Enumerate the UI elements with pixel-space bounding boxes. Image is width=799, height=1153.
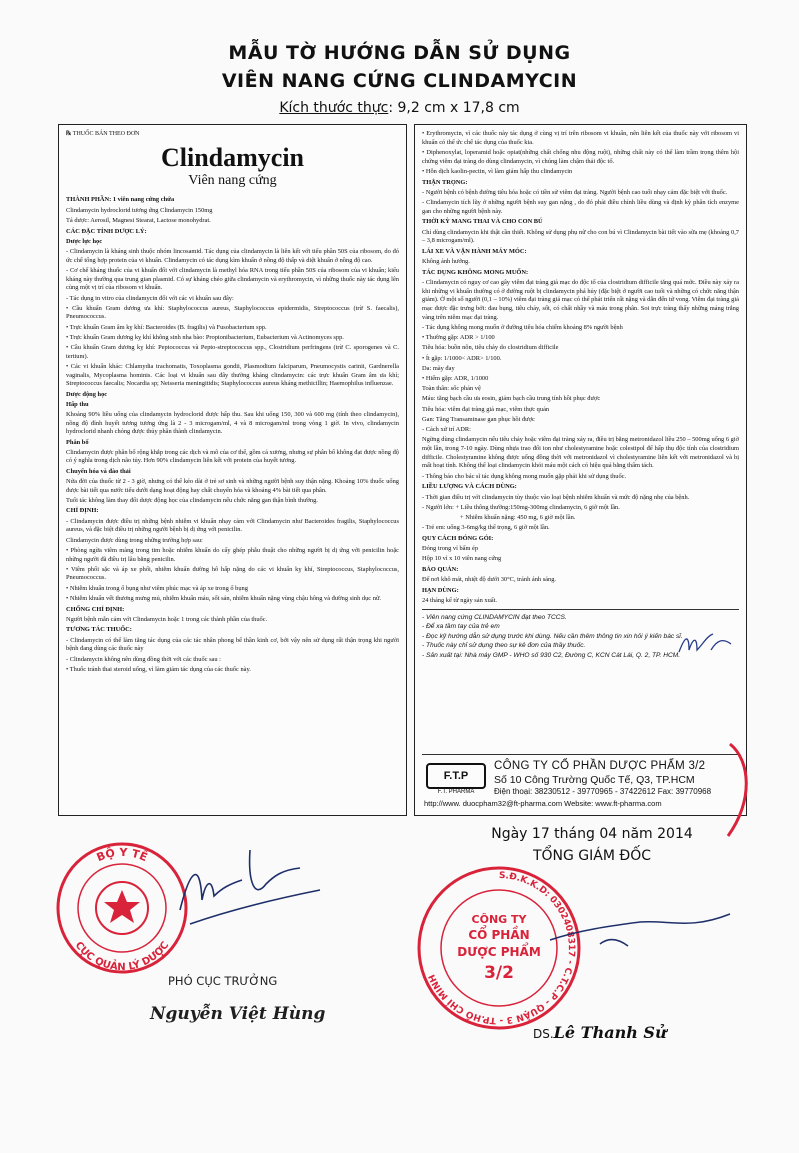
size-label: Kích thước thực <box>279 100 389 116</box>
paragraph: Gan: Tăng Transaminase gan phục hồi được <box>422 415 535 423</box>
paragraph: - Cơ chế kháng thuốc của vi khuẩn đối với clindamycin là methyl hóa RNA trong tiểu phần 50S của ribosom của vi khuẩn; kiểu kháng này thường qua trung gian plasmid. Có sự kháng chéo giữa clindamycin và erythromycin, vì những thuốc này tác dụng lên cùng một vị trí của ribosom vi khuẩn. <box>66 266 399 292</box>
paragraph: Chỉ dùng clindamycin khi thật cần thiết. Không sử dụng phụ nữ cho con bú vì Clindamycin bài tiết vào sữa mẹ (khoảng 0,7 – 3,8 microgam/ml). <box>422 228 739 245</box>
paragraph: Đóng trong vỉ bấm ép <box>422 545 479 553</box>
footnote: - Để xa tầm tay của trẻ em <box>422 623 500 631</box>
paragraph: - Thời gian điều trị với clindamycin tùy thuộc vào loại bệnh nhiễm khuẩn và mức độ nặng nhẹ của bệnh. <box>422 493 690 501</box>
paragraph: - Cách xử trí ADR: <box>422 426 471 434</box>
stamp2-line: DƯỢC PHẨM <box>457 945 541 959</box>
stamp1-bottom-text: CỤC QUẢN LÝ DƯỢC <box>72 939 172 974</box>
section-heading: HẠN DÙNG: <box>422 586 459 594</box>
paragraph: 24 tháng kể từ ngày sản xuất. <box>422 597 497 605</box>
section-heading: CÁC ĐẶC TÍNH DƯỢC LÝ: <box>66 227 147 235</box>
doc-size <box>0 100 799 116</box>
right-column <box>414 124 747 816</box>
paragraph: • Cầu khuẩn Gram dương kỵ khí: Peptococcus và Pepto-streptococcus spp., Clostridium perfringens (trừ C. sporogenes và C. tertium). <box>66 344 399 360</box>
paragraph: - Người bệnh có bệnh đường tiêu hóa hoặc có tiền sử viêm đại tràng. Người bệnh cao tuổi nhạy cảm đặc biệt với thuốc. <box>422 188 728 196</box>
drug-name: Clindamycin <box>160 143 305 173</box>
section-heading: LÁI XE VÀ VẬN HÀNH MÁY MÓC: <box>422 247 527 255</box>
paragraph: - Thông báo cho bác sĩ tác dụng không mong muốn gặp phải khi sử dụng thuốc. <box>422 472 627 480</box>
section-heading: THẬN TRỌNG: <box>422 178 468 186</box>
deputy-name: Nguyễn Việt Hùng <box>150 1004 326 1024</box>
section-heading: BẢO QUẢN: <box>422 565 459 573</box>
paragraph: • Các vi khuẩn khác: Chlamydia trachomatis, Toxoplasma gondii, Plasmodium falciparum, Pneumocystis carinii, Gardnerella vaginalis, Mycoplasma hominis. Các loại vi khuẩn sau đây thường kháng clindamycin: các trực khuẩn Gram âm ưa khí; Streptococcus faecalis; Nocardia sp; Neisseria meningitidis; Staphylococcus aureus kháng methicillin; Haemophilus influenzae. <box>66 362 399 388</box>
section-heading: QUY CÁCH ĐÓNG GÓI: <box>422 534 494 542</box>
size-value: : 9,2 cm x 17,8 cm <box>388 100 520 116</box>
paragraph: Hộp 10 vỉ x 10 viên nang cứng <box>422 555 502 563</box>
sign-date: Ngày 17 tháng 04 năm 2014 <box>491 826 693 842</box>
footnote: - Viên nang cứng CLINDAMYCIN đạt theo TCCS. <box>422 613 567 621</box>
company-block <box>422 754 739 809</box>
paragraph: - Clindamycin có nguy cơ cao gây viêm đại tràng giả mạc do độc tố của clostridium difficile tăng quá mức. Điều này xảy ra khi những vi khuẩn thường có ở đường ruột bị clindamycin phá hủy (đặc biệt ở người cao tuổi và những có chức năng thận giảm). Ở một số người (0,1 – 10%) viêm đại tràng giả mạc có thể phát triển rất nặng và dẫn đến tử vong. Viêm đại tràng giả mạc được đặc trưng bởi: đau bụng, tiêu chảy, sốt, có chất nhầy và máu trong phân. Soi trực tràng thấy những mảng trắng vàng trên niêm mạc đại tràng. <box>422 279 739 321</box>
drug-form: Viên nang cứng <box>188 173 277 189</box>
sub-heading: Hấp thu <box>66 400 89 408</box>
paragraph: • Nhiễm khuẩn vết thương mưng mủ, nhiễm khuẩn máu, sốt sản, nhiễm khuẩn nặng vùng chậu hông và đường sinh dục nữ. <box>66 594 382 602</box>
footnote: - Sản xuất tại: Nhà máy GMP - WHO số 930 C2, Đường C, KCN Cát Lái, Q. 2, TP. HCM. <box>422 651 681 659</box>
signature-mark <box>675 630 735 656</box>
stamp2-line: CỔ PHẦN <box>468 928 530 942</box>
company-name: CÔNG TY CỔ PHẦN DƯỢC PHẨM 3/2 <box>494 760 706 772</box>
paragraph: Tiêu hóa: viêm đại tràng giả mạc, viêm thực quản <box>422 405 550 413</box>
paragraph: Clindamycin được phân bố rộng khắp trong các dịch và mô của cơ thể, gồm cả xương, nhưng sự phân bố không đạt được nồng độ có ý nghĩa trong dịch não tủy. Hơn 90% clindamycin liên kết với protein của huyết tương. <box>66 448 399 465</box>
company-address: Số 10 Công Trường Quốc Tế, Q3, TP.HCM <box>494 774 695 786</box>
paragraph: Nửa đời của thuốc từ 2 - 3 giờ, nhưng có thể kéo dài ở trẻ sơ sinh và những người bệnh suy thận nặng. Khoảng 10% thuốc uống được bài tiết qua nước tiểu dưới dạng hoạt động hay chất chuyển hóa và khoảng 4% bài tiết qua phân. <box>66 477 399 494</box>
stamp2-ring-text: S.Đ.K.K.D: 0302408317 - C.T.C.P - QUẬN 3 - TP.HỒ CHÍ MINH <box>427 870 576 1026</box>
footnote: - Thuốc này chỉ sử dụng theo sự kê đơn của thầy thuốc. <box>422 642 586 650</box>
paragraph: - Tác dụng không mong muốn ở đường tiêu hóa chiếm khoảng 8% người bệnh <box>422 324 623 332</box>
paragraph: - Tác dụng in vitro của clindamycin đối với các vi khuẩn sau đây: <box>66 294 234 302</box>
paragraph: • Thường gặp: ADR > 1/100 <box>422 334 495 342</box>
paragraph: • Erythromycin, vì các thuốc này tác dụng ở cùng vị trí trên ribosom vi khuẩn, nên liên kết của thuốc này với ribosom vi khuẩn có thể ức chế tác dụng của thuốc kia. <box>422 130 739 146</box>
paragraph: Ngừng dùng clindamycin nếu tiêu chảy hoặc viêm đại tràng xảy ra, điều trị bằng metronidazol liều 250 – 500mg uống 6 giờ một lần, trong 7-10 ngày. Dùng nhựa trao đổi ion như cholestyramine hoặc colestipol để hấp thụ độc tính của clostridium difficile. Cholestyramine không được uống đồng thời với metronidazol vì cholestyramine liên kết với metronidazol và bị mất hoạt tính. Không thể loại clindamycin khỏi máu một cách có hiệu quả bằng thẩm tách. <box>422 436 739 470</box>
paragraph: Tuổi tác không làm thay đổi dược động học của clindamycin nếu chức năng gan thận bình thường. <box>66 496 318 504</box>
rx-label: ℞ THUỐC BÁN THEO ĐƠN <box>66 131 140 137</box>
paragraph: Không ảnh hưởng. <box>422 258 470 266</box>
director-name: DS.Lê Thanh Sử <box>533 1023 667 1042</box>
deputy-signature <box>150 840 330 940</box>
stamp2-line: CÔNG TY <box>471 913 527 926</box>
divider <box>422 609 739 610</box>
doc-subtitle: VIÊN NANG CỨNG CLINDAMYCIN <box>221 70 578 92</box>
paragraph: • Ít gặp: 1/1000< ADR> 1/100. <box>422 354 502 362</box>
doc-title: MẪU TỜ HƯỚNG DẪN SỬ DỤNG <box>228 42 571 64</box>
section-heading: THỜI KỲ MANG THAI VÀ CHO CON BÚ <box>422 218 543 226</box>
company-web: http://www. duocpham32@ft-pharma.com Website: www.ft-pharma.com <box>424 799 662 808</box>
section-heading: CHỐNG CHỈ ĐỊNH: <box>66 605 125 613</box>
red-arc <box>720 740 760 840</box>
paragraph: Tá dược: Aerosil, Magnesi Stearat, Lactose monohydrat. <box>66 216 211 224</box>
company-logo: F.T.P <box>426 763 486 789</box>
sub-heading: Dược lực học <box>66 237 103 245</box>
paragraph: - Trẻ em: uống 3-6mg/kg thể trọng, 6 giờ một lần. <box>422 524 550 532</box>
logo-caption: F.T. PHARMA <box>437 789 475 795</box>
paragraph: Tiêu hóa: buồn nôn, tiêu chảy do clostridium difficile <box>422 344 559 352</box>
paragraph: + Nhiễm khuẩn nặng: 450 mg, 6 giờ một lần. <box>460 513 576 521</box>
paragraph: • Cầu khuẩn Gram dương ưa khí: Staphylococcus aureus, Staphylococcus epidermidis, Streptococcus (trừ S. faecalis), Pneumococcus. <box>66 304 399 321</box>
paragraph: • Trực khuẩn Gram dương kỵ khí không sinh nha bào: Propionibacterium, Eubacterium và Actinomyces spp. <box>66 333 344 341</box>
paragraph: Clindamycin được dùng trong những trường hợp sau: <box>66 536 203 544</box>
paragraph: - Clindamycin được điều trị những bệnh nhiễm vi khuẩn nhạy cảm với Clindamycin như Bacteroides fragilis, Staphylococcus aureus, và đặc biệt điều trị những người bệnh bị dị ứng với penicilin. <box>66 517 399 534</box>
paragraph: - Người lớn: + Liều thông thường:150mg-300mg clindamycin, 6 giờ một lần. <box>422 503 620 511</box>
deputy-title: PHÓ CỤC TRƯỞNG <box>168 974 278 988</box>
sub-heading: Chuyển hóa và đào thải <box>66 467 131 475</box>
stamp1-top-text: BỘ Y TẾ <box>94 845 150 865</box>
svg-text:CỤC QUẢN LÝ DƯỢC <box>73 940 172 973</box>
director-signature <box>540 900 740 960</box>
company-phone: Điện thoại: 38230512 - 39770965 - 37422612 Fax: 39770968 <box>494 787 712 796</box>
paragraph: Toàn thân: sốc phản vệ <box>422 385 481 393</box>
paragraph: • Phòng ngừa viêm màng trong tim hoặc nhiễm khuẩn do cấy ghép phẫu thuật cho những người bị dị ứng với penicilin hoặc những người đã điều trị lâu bằng penicilin. <box>66 546 399 563</box>
left-column <box>58 124 407 816</box>
paragraph: Để nơi khô mát, nhiệt độ dưới 30°C, tránh ánh sáng. <box>422 576 557 584</box>
paragraph: - Clindamycin không nên dùng đồng thời với các thuốc sau : <box>66 655 221 663</box>
sub-heading: Dược động học <box>66 390 108 398</box>
paragraph: • Trực khuẩn Gram âm kỵ khí: Bacteroides (B. fragilis) và Fusobacterium spp. <box>66 323 267 331</box>
director-title: TỔNG GIÁM ĐỐC <box>532 848 652 864</box>
paragraph: Clindamycin hydroclorid tương ứng Clindamycin 150mg <box>66 206 213 214</box>
section-heading: TÁC DỤNG KHÔNG MONG MUỐN: <box>422 268 529 276</box>
paragraph: - Clindamycin là kháng sinh thuộc nhóm lincosamid. Tác dụng của clindamycin là liên kết với tiểu phần 50S của ribosom, do đó ức chế tổng hợp protein của vi khuẩn. Clindamycin có tác dụng kìm khuẩn ở nồng độ thấp và diệt khuẩn ở nồng độ cao. <box>66 248 399 264</box>
stamp2-line: 3/2 <box>484 963 514 983</box>
paragraph: Da: mày đay <box>422 364 455 372</box>
paragraph: • Hỗn dịch kaolin-pectin, vì làm giảm hấp thu clindamycin <box>422 167 573 175</box>
footnote: - Đọc kỹ hướng dẫn sử dụng trước khi dùng. Nếu cần thêm thông tin xin hỏi ý kiến bác sĩ. <box>422 632 683 640</box>
paragraph: Người bệnh mẫn cảm với Clindamycin hoặc 1 trong các thành phần của thuốc. <box>66 615 268 623</box>
sub-heading: Phân bố <box>66 438 89 446</box>
section-heading: CHỈ ĐỊNH: <box>66 507 99 515</box>
paragraph: Khoảng 90% liều uống của clindamycin hydroclorid được hấp thu. Sau khi uống 150, 300 và 600 mg (tính theo clindamycin), nồng độ đỉnh huyết tương tương ứng là 2 - 3 microgam/ml, 4 và 8 microgam/ml trong vòng 1 giờ. In vivo, clindamycin hydroclorid nhanh chóng được thủy phân thành clindamycin. <box>66 410 399 436</box>
paragraph: • Thuốc tránh thai steroid uống, vì làm giảm tác dụng của các thuốc này. <box>66 665 251 673</box>
paragraph: • Viêm phổi sặc và áp xe phổi, nhiễm khuẩn đường hô hấp nặng do các vi khuẩn kỵ khí, Streptococcus, Staphylococcus, Pneumococcus. <box>66 565 399 582</box>
section-heading: THÀNH PHẦN: 1 viên nang cứng chứa <box>66 196 175 204</box>
paragraph: - Clindamycin có thể làm tăng tác dụng của các tác nhân phong bế thần kinh cơ, bởi vậy nên sử dụng rất thận trọng khi người bệnh đang dùng các thuốc này <box>66 636 399 653</box>
paragraph: • Diphenoxylat, loperamid hoặc opiat(những chất chống nhu động ruột), những chất này có thể làm trầm trọng thêm hội chứng viêm đại tràng do dùng clindamycin, vì chúng làm chậm thải độc tố. <box>422 148 739 165</box>
paragraph: Máu: tăng bạch cầu ưa eosin, giảm bạch cầu trung tính hồi phục được <box>422 395 601 403</box>
paragraph: • Nhiễm khuẩn trong ổ bụng như viêm phúc mạc và áp xe trong ổ bụng <box>66 584 248 592</box>
paragraph: - Clindamycin tích lũy ở những người bệnh suy gan nặng , do đó phải điều chỉnh liều dùng và định kỳ phân tích enzyme gan cho những người bệnh này. <box>422 198 739 215</box>
section-heading: LIỀU LƯỢNG VÀ CÁCH DÙNG: <box>422 483 517 491</box>
section-heading: TƯƠNG TÁC THUỐC: <box>66 626 132 634</box>
paragraph: • Hiếm gặp: ADR, 1/1000 <box>422 375 489 383</box>
